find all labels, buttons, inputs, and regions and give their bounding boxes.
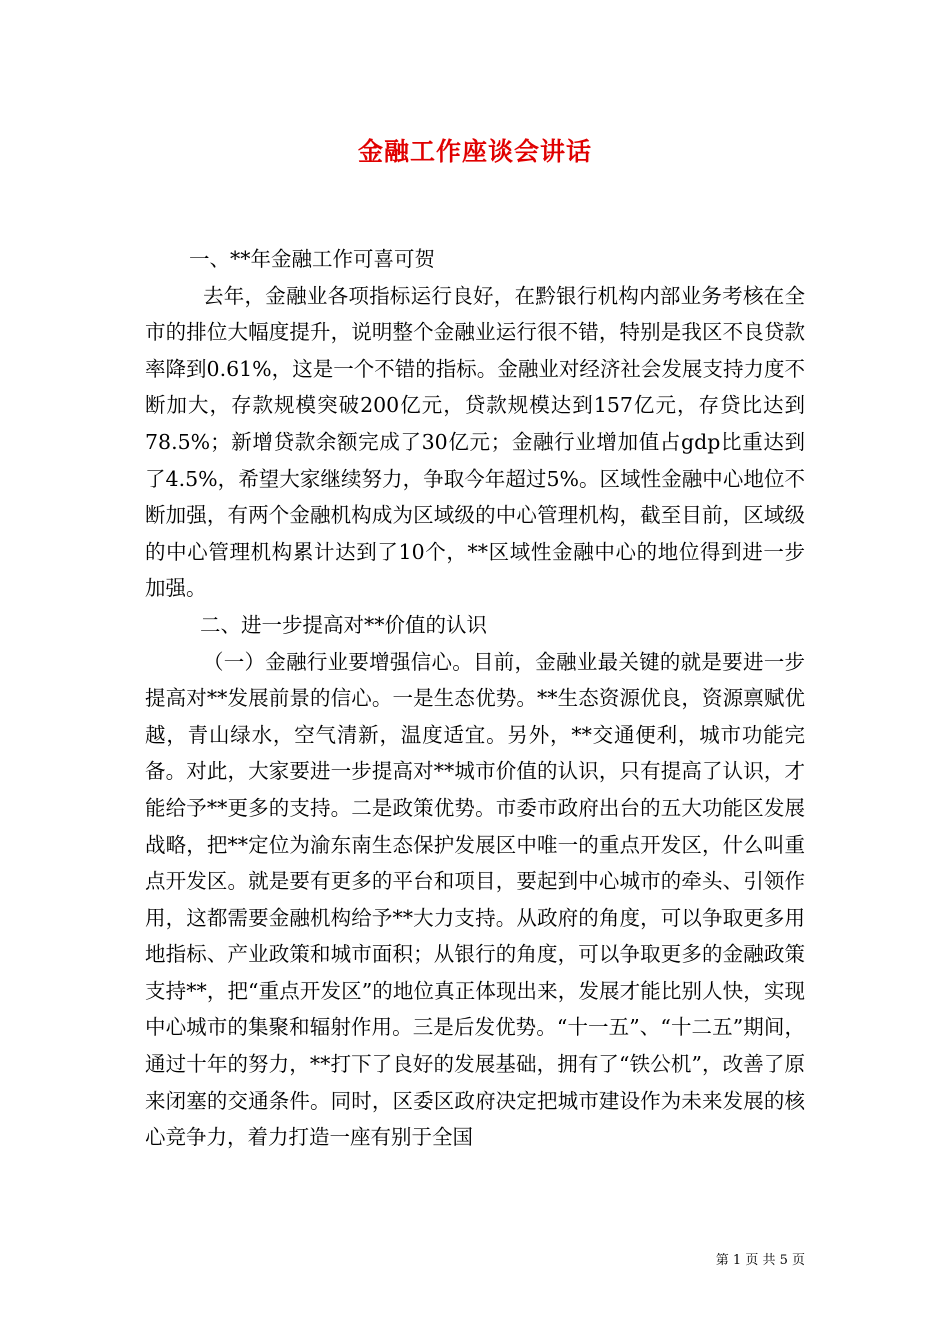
document-title: 金融工作座谈会讲话 — [357, 137, 592, 166]
document-body — [145, 241, 805, 1156]
section-heading-2: 二、进一步提高对**价值的认识 — [200, 612, 487, 637]
body-paragraph-1: 去年，金融业各项指标运行良好，在黔银行机构内部业务考核在全市的排位大幅度提升，说明整个金融业运行很不错，特别是我区不良贷款率降到0.61%，这是一个不错的指标。金融业对经济社会发展支持力度不断加大，存款规模突破200亿元，贷款规模达到157亿元，存贷比达到78.5%；新增贷款余额完成了30亿元；金融行业增加值占gdp比重达到了4.5%，希望大家继续努力，争取今年超过5%。区域性金融中心地位不断加强，有两个金融机构成为区域级的中心管理机构，截至目前，区域级的中心管理机构累计达到了10个，**区域性金融中心的地位得到进一步加强。 — [145, 283, 805, 601]
body-paragraph-2: （一）金融行业要增强信心。目前，金融业最关键的就是要进一步提高对**发展前景的信心。一是生态优势。**生态资源优良，资源禀赋优越，青山绿水，空气清新，温度适宜。另外，**交通便利，城市功能完备。对此，大家要进一步提高对**城市价值的认识，只有提高了认识，才能给予**更多的支持。二是政策优势。市委市政府出台的五大功能区发展战略，把**定位为渝东南生态保护发展区中唯一的重点开发区，什么叫重点开发区。就是要有更多的平台和项目，要起到中心城市的牵头、引领作用，这都需要金融机构给予**大力支持。从政府的角度，可以争取更多用地指标、产业政策和城市面积；从银行的角度，可以争取更多的金融政策支持**，把“重点开发区”的地位真正体现出来，发展才能比别人快，实现中心城市的集聚和辐射作用。三是后发优势。“十一五”、“十二五”期间，通过十年的努力，**打下了良好的发展基础，拥有了“铁公机”，改善了原来闭塞的交通条件。同时，区委区政府决定把城市建设作为未来发展的核心竞争力，着力打造一座有别于全国 — [145, 649, 805, 1150]
section-heading-1: 一、**年金融工作可喜可贺 — [189, 247, 435, 271]
page-number-footer: 第 1 页 共 5 页 — [715, 1253, 805, 1268]
